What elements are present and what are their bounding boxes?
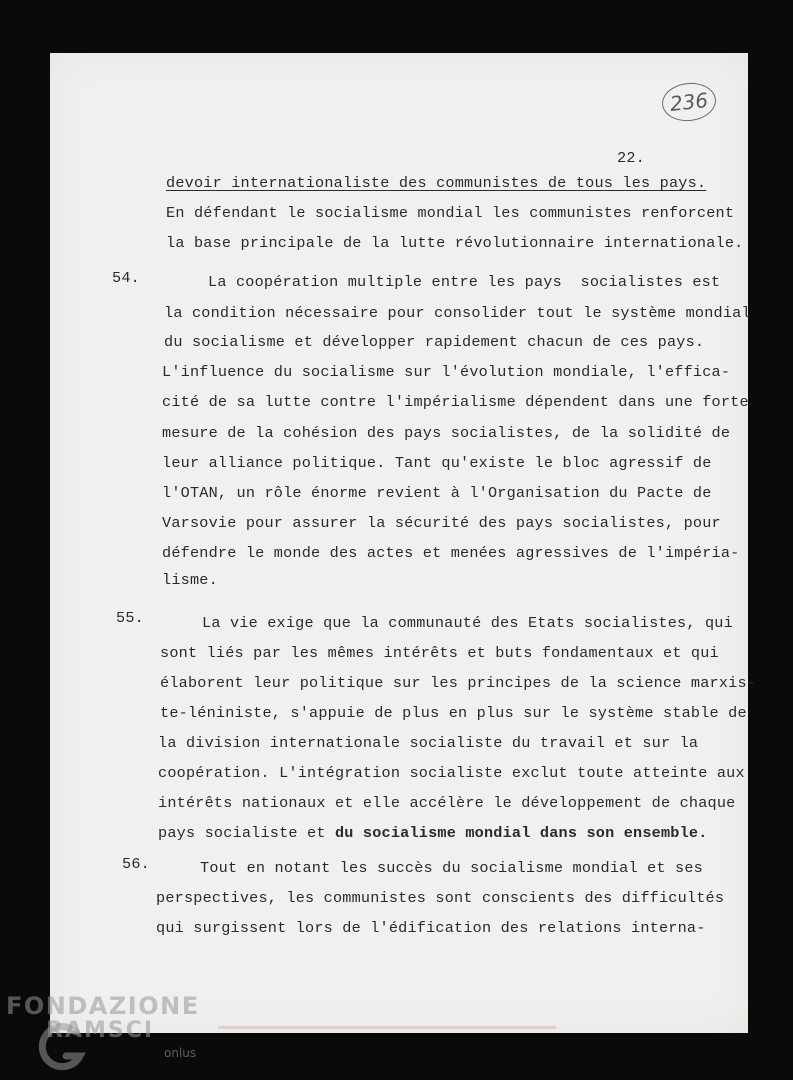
text-line: qui surgissent lors de l'édification des relations interna-: [156, 919, 706, 937]
watermark-text: onlus: [164, 1046, 197, 1060]
paper-smudge: [218, 1026, 556, 1029]
text-line: élaborent leur politique sur les principes de la science marxis-: [160, 674, 757, 692]
text-line: cité de sa lutte contre l'impérialisme dépendent dans une forte: [162, 393, 749, 411]
watermark-text: FONDAZIONE: [6, 992, 200, 1020]
text-line: lisme.: [162, 571, 218, 589]
text-line: te-léniniste, s'appuie de plus en plus sur le système stable de: [160, 704, 747, 722]
text-line: la condition nécessaire pour consolider tout le système mondial: [164, 304, 751, 322]
paragraph-number-56: 56.: [122, 855, 150, 873]
text-line: la base principale de la lutte révolutionnaire internationale.: [166, 234, 744, 252]
text-line: Varsovie pour assurer la sécurité des pays socialistes, pour: [162, 514, 721, 532]
text-line: devoir internationaliste des communistes de tous les pays.: [166, 174, 707, 192]
text-line: mesure de la cohésion des pays socialistes, de la solidité de: [162, 424, 731, 442]
text-line: Tout en notant les succès du socialisme mondial et ses: [200, 859, 703, 877]
text-fragment-bold: du socialisme mondial dans son ensemble.: [334, 824, 708, 842]
text-line: du socialisme et développer rapidement chacun de ces pays.: [164, 333, 705, 351]
text-line: L'influence du socialisme sur l'évolution mondiale, l'effica-: [162, 363, 731, 381]
text-line: coopération. L'intégration socialiste exclut toute atteinte aux: [158, 764, 745, 782]
text-line: l'OTAN, un rôle énorme revient à l'Organisation du Pacte de: [162, 484, 712, 502]
text-line: [158, 824, 708, 842]
page-number: 22.: [617, 149, 645, 167]
text-line: leur alliance politique. Tant qu'existe le bloc agressif de: [162, 454, 712, 472]
text-line: La coopération multiple entre les pays socialistes est: [208, 273, 721, 291]
watermark-text: RAMSCI: [46, 1018, 155, 1043]
paragraph-number-54: 54.: [112, 269, 140, 287]
text-line: défendre le monde des actes et menées agressives de l'impéria-: [162, 544, 740, 562]
archive-number-stamp: 236: [660, 80, 718, 123]
text-line: sont liés par les mêmes intérêts et buts fondamentaux et qui: [160, 644, 719, 662]
text-line: perspectives, les communistes sont conscients des difficultés: [156, 889, 725, 907]
text-line: La vie exige que la communauté des Etats socialistes, qui: [202, 614, 733, 632]
fondazione-gramsci-watermark: [6, 992, 206, 1072]
text-line: intérêts nationaux et elle accélère le développement de chaque: [158, 794, 736, 812]
text-line: la division internationale socialiste du travail et sur la: [158, 734, 699, 752]
document-page: [50, 53, 757, 1033]
paragraph-number-55: 55.: [116, 609, 144, 627]
text-fragment: pays socialiste et: [158, 824, 335, 842]
text-line: En défendant le socialisme mondial les communistes renforcent: [166, 204, 735, 222]
